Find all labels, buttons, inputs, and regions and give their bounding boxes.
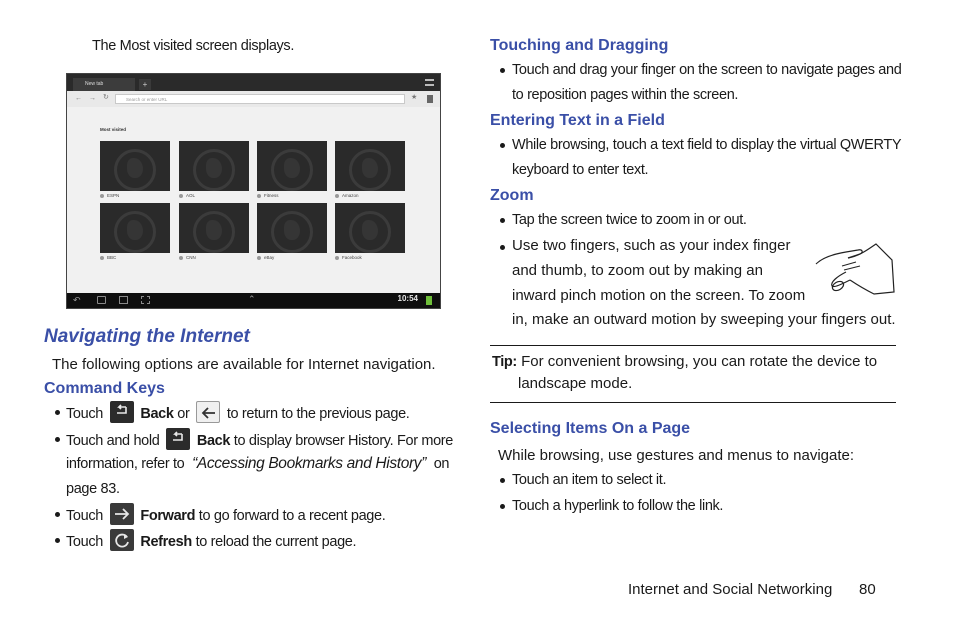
forward-arrow-icon: →	[89, 95, 96, 102]
bullet-text: Touch	[66, 507, 103, 524]
entering-text: keyboard to enter text.	[512, 162, 649, 178]
selecting-intro: While browsing, use gestures and menus to navigate:	[498, 447, 855, 464]
touch-drag-heading: Touching and Dragging	[490, 37, 669, 54]
menu-icon	[425, 79, 434, 86]
bullet-history-line2	[66, 455, 449, 473]
chevron-up-icon: ⌃	[248, 294, 256, 304]
thumbnail-label: CNN	[179, 255, 196, 260]
refresh-icon: ↻	[103, 94, 109, 101]
bullet-text: to go forward to a recent page.	[198, 507, 386, 524]
bullet-dot	[55, 437, 60, 442]
zoom-text: and thumb, to zoom out by making an	[512, 262, 763, 279]
screenshot-nav-icon	[141, 296, 150, 304]
back-arrow-icon: ←	[75, 95, 82, 102]
back-icon	[110, 401, 134, 423]
back-label: Back	[196, 432, 231, 449]
section-title: Navigating the Internet	[44, 326, 250, 347]
thumbnail	[179, 141, 249, 191]
thumbnail	[179, 203, 249, 253]
zoom-text: in, make an outward motion by sweeping your fingers out.	[512, 311, 896, 328]
zoom-text: inward pinch motion on the screen. To zoom	[512, 287, 806, 304]
url-field: Search or enter URL	[115, 94, 405, 104]
thumbnail	[100, 203, 170, 253]
selecting-text: Touch an item to select it.	[512, 472, 667, 488]
bullet-dot	[55, 512, 60, 517]
bullet-text: or	[177, 405, 190, 422]
entering-text-heading: Entering Text in a Field	[490, 112, 665, 129]
touch-drag-text: to reposition pages within the screen.	[512, 87, 739, 103]
bullet-text: information, refer to	[66, 456, 185, 472]
section-intro: The following options are available for Internet navigation.	[52, 356, 436, 373]
battery-icon	[426, 296, 432, 305]
bullet-history-line3: page 83.	[66, 481, 120, 497]
bullet-dot	[500, 68, 505, 73]
thumbnail-label: BBC	[100, 255, 116, 260]
forward-icon	[110, 503, 134, 525]
bullet-text: to display browser History. For more	[233, 432, 453, 449]
back-arrow-icon	[196, 401, 220, 423]
bullet-text: to reload the current page.	[195, 533, 357, 550]
thumbnail-label: Facebook	[335, 255, 362, 260]
thumbnail-label: AOL	[179, 193, 195, 198]
star-icon: ★	[411, 94, 418, 101]
thumbnail	[100, 141, 170, 191]
tip-top-rule	[490, 345, 896, 346]
page-number: 80	[859, 581, 876, 598]
bullet-dot	[500, 143, 505, 148]
touch-drag-text: Touch and drag your finger on the screen to navigate pages and	[512, 62, 902, 78]
zoom-text: Use two fingers, such as your index finger	[512, 237, 791, 254]
bullet-dot	[500, 478, 505, 483]
thumbnail-label: ESPN	[100, 193, 119, 198]
tip-bottom-rule	[490, 402, 896, 403]
bullet-refresh	[66, 531, 356, 553]
home-nav-icon	[97, 296, 106, 304]
tip-line2: landscape mode.	[518, 375, 633, 392]
thumbnail-label: Amazon	[335, 193, 359, 198]
bullet-text: on	[433, 456, 450, 472]
status-clock: 10:54	[397, 294, 418, 303]
recent-apps-icon	[119, 296, 128, 304]
browser-tab: New tab	[73, 78, 135, 91]
bullet-dot	[500, 218, 505, 223]
command-keys-heading: Command Keys	[44, 380, 165, 397]
bookmark-icon	[427, 95, 433, 103]
intro-text: The Most visited screen displays.	[92, 38, 295, 54]
zoom-heading: Zoom	[490, 187, 534, 204]
bullet-dot	[55, 538, 60, 543]
thumbnail	[335, 141, 405, 191]
thumbnail-label: Fitness	[257, 193, 279, 198]
zoom-text: Tap the screen twice to zoom in or out.	[512, 212, 747, 228]
cross-reference-link[interactable]: “Accessing Bookmarks and History”	[192, 455, 427, 472]
bullet-dot	[55, 410, 60, 415]
bullet-dot	[500, 504, 505, 509]
pinch-gesture-icon	[812, 240, 896, 298]
forward-label: Forward	[140, 507, 196, 524]
most-visited-page	[67, 107, 440, 293]
entering-text: While browsing, touch a text field to display the virtual QWERTY	[512, 137, 902, 153]
bullet-dot	[500, 245, 505, 250]
back-nav-icon: ↶	[73, 295, 81, 305]
bullet-text: to return to the previous page.	[226, 405, 410, 422]
bullet-text: Touch	[66, 405, 103, 422]
system-nav-bar	[67, 293, 440, 308]
refresh-icon	[110, 529, 134, 551]
most-visited-label: Most visited	[100, 127, 127, 132]
back-label: Back	[140, 405, 174, 422]
tip-line1	[492, 353, 877, 371]
address-bar	[67, 91, 440, 107]
bullet-back	[66, 403, 409, 425]
bullet-forward	[66, 505, 385, 527]
bullet-history	[66, 430, 453, 452]
back-icon	[166, 428, 190, 450]
refresh-label: Refresh	[140, 533, 192, 550]
thumbnail	[335, 203, 405, 253]
bullet-text: Touch and hold	[66, 432, 160, 449]
most-visited-screenshot	[66, 73, 441, 309]
bullet-text: Touch	[66, 533, 103, 550]
selecting-text: Touch a hyperlink to follow the link.	[512, 498, 724, 514]
footer-chapter: Internet and Social Networking	[628, 581, 833, 598]
browser-tab-bar	[67, 74, 440, 91]
selecting-heading: Selecting Items On a Page	[490, 420, 691, 437]
thumbnail	[257, 141, 327, 191]
tip-label: Tip:	[492, 354, 517, 370]
thumbnail	[257, 203, 327, 253]
tip-text: For convenient browsing, you can rotate the device to	[521, 353, 878, 370]
new-tab-icon: +	[139, 79, 151, 90]
thumbnail-label: eBay	[257, 255, 274, 260]
